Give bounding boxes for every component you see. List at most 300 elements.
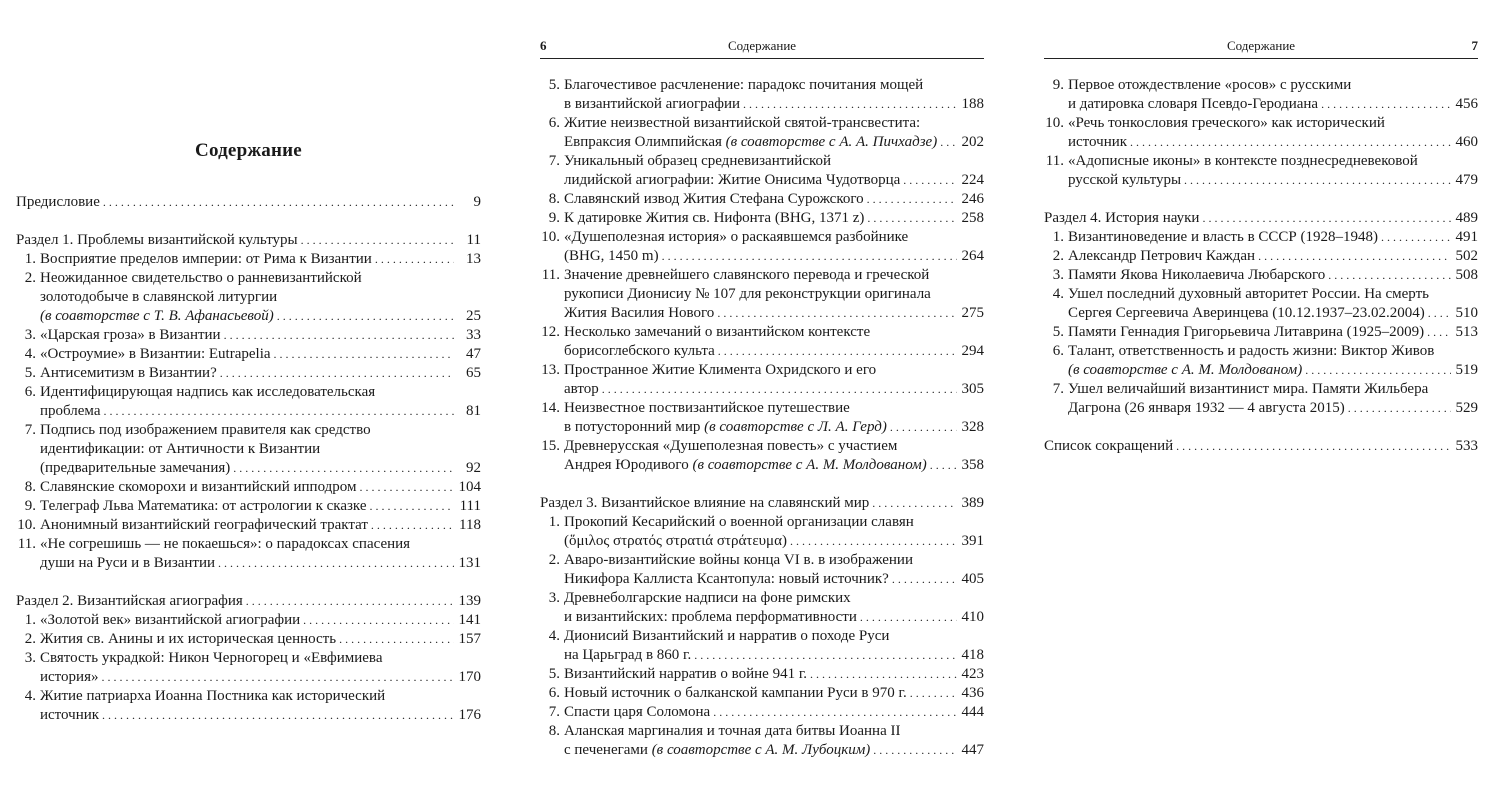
entry-title-prefix: с печенегами xyxy=(564,742,652,758)
entry-title-last-line xyxy=(40,668,98,687)
entry-title-last-line xyxy=(1068,95,1318,114)
entry-title-text: и византийских: проблема перформативности xyxy=(564,609,857,625)
toc-item-entry[interactable] xyxy=(1044,247,1478,266)
toc-section-entry[interactable] xyxy=(16,592,481,611)
entry-title-text: борисоглебского культа xyxy=(564,343,715,359)
item-number: 4. xyxy=(24,688,36,704)
entry-title-prefix: Евпраксия Олимпийская xyxy=(564,134,726,150)
entry-title-last-line xyxy=(1068,228,1378,247)
leader-dots xyxy=(303,611,454,630)
leader-dots xyxy=(339,630,454,649)
leader-dots xyxy=(359,478,454,497)
entry-title-last-line xyxy=(564,418,887,437)
running-header xyxy=(540,38,984,59)
page-ref: 81 xyxy=(466,403,481,419)
leader-dots xyxy=(220,364,454,383)
toc-item-entry[interactable] xyxy=(1044,285,1478,323)
entry-title-last-line xyxy=(1044,437,1173,456)
leader-dots xyxy=(910,684,957,703)
leader-dots xyxy=(890,418,957,437)
entry-title-last-line xyxy=(40,307,274,326)
leader-dots xyxy=(1305,361,1451,380)
entry-title-text: в византийской агиографии xyxy=(564,96,741,112)
toc-item-entry[interactable] xyxy=(16,383,481,421)
item-number: 3. xyxy=(24,650,36,666)
page-ref: 139 xyxy=(458,593,481,609)
leader-dots xyxy=(301,231,454,250)
item-number: 6. xyxy=(548,115,560,131)
entry-title-line: Ушел величайший византинист мира. Памяти Жильбера xyxy=(1068,381,1429,397)
entry-title-line: Дионисий Византийский и нарратив о походе Руси xyxy=(564,628,890,644)
entry-title-text: источник xyxy=(40,707,100,723)
entry-title-line: Уникальный образец средневизантийской xyxy=(564,153,832,169)
toc-item-entry[interactable] xyxy=(16,630,481,649)
page-ref: 444 xyxy=(961,704,984,720)
entry-title-last-line xyxy=(540,494,869,513)
coauthor-note: (в соавторстве с Т. В. Афанасьевой) xyxy=(40,308,274,324)
item-number: 9. xyxy=(1052,77,1064,93)
item-number: 1. xyxy=(548,514,560,530)
leader-dots xyxy=(370,497,455,516)
entry-title-text: Памяти Якова Николаевича Любарского xyxy=(1068,267,1326,283)
entry-title-last-line xyxy=(564,342,715,361)
page-ref: 65 xyxy=(466,365,481,381)
leader-dots xyxy=(1321,95,1451,114)
entry-title-line: Святость украдкой: Никон Черногорец и «Евфимиева xyxy=(40,650,383,666)
page-ref: 519 xyxy=(1455,362,1478,378)
leader-dots xyxy=(277,307,454,326)
entry-title-line: Аваро-византийские войны конца VI в. в изображении xyxy=(564,552,913,568)
page-ref: 131 xyxy=(458,555,481,571)
toc-item-entry[interactable] xyxy=(540,589,984,627)
toc-item-entry[interactable] xyxy=(16,478,481,497)
item-number: 4. xyxy=(1052,286,1064,302)
entry-title-line: Древнеболгарские надписи на фоне римских xyxy=(564,590,851,606)
leader-dots xyxy=(1428,304,1451,323)
entry-title-line: Житие неизвестной византийской святой-трансвестита: xyxy=(564,115,921,131)
toc-item-entry[interactable] xyxy=(540,361,984,399)
page-ref: 111 xyxy=(459,498,481,514)
toc-item-entry[interactable] xyxy=(16,649,481,687)
entry-title-text: Новый источник о балканской кампании Руси в 970 г. xyxy=(564,685,907,701)
toc-item-entry[interactable] xyxy=(16,497,481,516)
leader-dots xyxy=(1202,209,1451,228)
page-ref: 141 xyxy=(458,612,481,628)
leader-dots xyxy=(233,459,454,478)
item-number: 11. xyxy=(17,536,36,552)
leader-dots xyxy=(743,95,957,114)
page-ref: 410 xyxy=(961,609,984,625)
leader-dots xyxy=(1184,171,1451,190)
coauthor-note: (в соавторстве с А. М. Молдованом) xyxy=(692,457,927,473)
item-number: 10. xyxy=(1045,115,1064,131)
entry-title-text: Раздел 4. История науки xyxy=(1044,210,1200,226)
item-number: 6. xyxy=(548,685,560,701)
entry-title-last-line xyxy=(1068,266,1325,285)
toc-section-entry[interactable] xyxy=(1044,209,1478,228)
page-ref: 258 xyxy=(961,210,984,226)
entry-title-text: на Царьград в 860 г. xyxy=(564,647,692,663)
page-ref: 188 xyxy=(961,96,984,112)
entry-title-text: Византийский нарратив о войне 941 г. xyxy=(564,666,808,682)
entry-title-last-line xyxy=(564,646,691,665)
toc-item-entry[interactable] xyxy=(540,228,984,266)
page-ref: 224 xyxy=(961,172,984,188)
entry-title-line: Благочестивое расчленение: парадокс почитания мощей xyxy=(564,77,924,93)
entry-title-last-line xyxy=(40,478,356,497)
leader-dots xyxy=(713,703,957,722)
page-ref: 202 xyxy=(961,134,984,150)
entry-title-last-line xyxy=(40,345,271,364)
entry-title-text: (ὅμιλος στρατός στρατιά στράτευμα) xyxy=(564,533,787,549)
page-ref: 456 xyxy=(1455,96,1478,112)
toc-item-entry[interactable] xyxy=(540,190,984,209)
entry-title-text: «Золотой век» византийской агиографии xyxy=(40,612,301,628)
entry-title-text: Список сокращений xyxy=(1044,438,1174,454)
leader-dots xyxy=(602,380,957,399)
entry-title-last-line xyxy=(16,231,298,250)
entry-title-line: золотодобыче в славянской литургии xyxy=(40,289,278,305)
entry-title-last-line xyxy=(564,532,787,551)
entry-title-line: Подпись под изображением правителя как средство xyxy=(40,422,371,438)
entry-title-line: «Речь тонкословия греческого» как исторический xyxy=(1068,115,1385,131)
entry-title-last-line xyxy=(40,706,99,725)
entry-title-last-line xyxy=(1068,304,1425,323)
section-gap xyxy=(540,475,984,494)
toc-item-entry[interactable] xyxy=(1044,228,1478,247)
entry-title-line: Неизвестное поствизантийское путешествие xyxy=(564,400,850,416)
entry-title-line: Прокопий Кесарийский о военной организации славян xyxy=(564,514,914,530)
entry-title-last-line xyxy=(564,209,864,228)
leader-dots xyxy=(694,646,957,665)
toc-item-entry[interactable] xyxy=(16,516,481,535)
coauthor-note: (в соавторстве с Л. А. Герд) xyxy=(704,419,887,435)
item-number: 1. xyxy=(24,251,36,267)
item-number: 11. xyxy=(1045,153,1064,169)
item-number: 5. xyxy=(24,365,36,381)
page-ref: 11 xyxy=(466,232,481,248)
toc-item-entry[interactable] xyxy=(540,684,984,703)
toc-item-entry[interactable] xyxy=(540,665,984,684)
item-number: 4. xyxy=(548,628,560,644)
leader-dots xyxy=(1130,133,1451,152)
entry-title-line: Значение древнейшего славянского перевода и греческой xyxy=(564,267,930,283)
entry-title-text: лидийской агиографии: Житие Онисима Чудотворца xyxy=(564,172,901,188)
entry-title-last-line xyxy=(564,570,889,589)
toc-item-entry[interactable] xyxy=(540,551,984,589)
entry-title-last-line xyxy=(564,247,659,266)
toc-item-entry[interactable] xyxy=(16,687,481,725)
toc-item-entry[interactable] xyxy=(1044,380,1478,418)
leader-dots xyxy=(718,342,957,361)
entry-title-line: Ушел последний духовный авторитет России. На смерть xyxy=(1068,286,1429,302)
page-ref: 479 xyxy=(1455,172,1478,188)
entry-title-line: идентификации: от Античности к Византии xyxy=(40,441,321,457)
entry-title-text: Спасти царя Соломона xyxy=(564,704,711,720)
item-number: 5. xyxy=(548,77,560,93)
page-number: 6 xyxy=(540,38,547,53)
running-header xyxy=(1044,38,1478,59)
item-number: 9. xyxy=(24,498,36,514)
entry-title-line: Пространное Житие Климента Охридского и его xyxy=(564,362,877,378)
item-number: 2. xyxy=(24,631,36,647)
entry-title-prefix: Андрея Юродивого xyxy=(564,457,693,473)
item-number: 1. xyxy=(24,612,36,628)
toc-item-entry[interactable] xyxy=(540,114,984,152)
section-gap xyxy=(16,212,481,231)
leader-dots xyxy=(790,532,957,551)
item-number: 1. xyxy=(1052,229,1064,245)
toc-item-entry[interactable] xyxy=(540,266,984,323)
leader-dots xyxy=(371,516,454,535)
coauthor-note: (в соавторстве с А. М. Лубоцким) xyxy=(651,742,871,758)
toc-item-entry[interactable] xyxy=(1044,114,1478,152)
entry-title-text: история» xyxy=(40,669,99,685)
entry-title-line: Идентифицирующая надпись как исследовательская xyxy=(40,384,376,400)
page-ref: 423 xyxy=(961,666,984,682)
entry-title-text: К датировке Жития св. Нифонта (BHG, 1371 z) xyxy=(564,210,865,226)
page-ref: 418 xyxy=(961,647,984,663)
entry-title-text: Никифора Каллиста Ксантопула: новый источник? xyxy=(564,571,889,587)
entry-title-last-line xyxy=(40,459,230,478)
item-number: 8. xyxy=(548,723,560,739)
page-ref: 460 xyxy=(1455,134,1478,150)
page-ref: 176 xyxy=(458,707,481,723)
page-ref: 294 xyxy=(961,343,984,359)
page-ref: 328 xyxy=(961,419,984,435)
entry-title-last-line xyxy=(1068,361,1302,380)
toc-section-entry[interactable] xyxy=(16,193,481,212)
item-number: 6. xyxy=(24,384,36,400)
entry-title-text: Жития св. Анины и их историческая ценность xyxy=(40,631,337,647)
leader-dots xyxy=(375,250,454,269)
item-number: 2. xyxy=(548,552,560,568)
entry-title-text: Восприятие пределов империи: от Рима к Византии xyxy=(40,251,372,267)
section-gap xyxy=(1044,418,1478,437)
item-number: 10. xyxy=(17,517,36,533)
item-number: 8. xyxy=(24,479,36,495)
section-gap xyxy=(1044,190,1478,209)
page-ref: 491 xyxy=(1455,229,1478,245)
entry-title-text: русской культуры xyxy=(1068,172,1182,188)
page-ref: 510 xyxy=(1455,305,1478,321)
toc-item-entry[interactable] xyxy=(540,627,984,665)
leader-dots xyxy=(867,190,957,209)
entry-title-text: Жития Василия Нового xyxy=(564,305,715,321)
toc-entries-right xyxy=(1044,76,1478,456)
entry-title-text: (BHG, 1450 m) xyxy=(564,248,659,264)
entry-title-last-line xyxy=(40,497,367,516)
entry-title-text: и датировка словаря Псевдо-Геродиана xyxy=(1068,96,1319,112)
page-ref: 9 xyxy=(473,194,481,210)
entry-title-line: «Не согрешишь — не покаешься»: о парадоксах спасения xyxy=(40,536,411,552)
toc-section-entry[interactable] xyxy=(540,494,984,513)
entry-title-text: автор xyxy=(564,381,599,397)
leader-dots xyxy=(1348,399,1451,418)
entry-title-last-line xyxy=(1068,247,1255,266)
entry-title-last-line xyxy=(40,402,100,421)
leader-dots xyxy=(224,326,454,345)
leader-dots xyxy=(662,247,957,266)
entry-title-text: источник xyxy=(1068,134,1128,150)
leader-dots xyxy=(867,209,957,228)
item-number: 3. xyxy=(548,590,560,606)
entry-title-line: «Адописные иконы» в контексте позднесредневековой xyxy=(1068,153,1418,169)
entry-title-last-line xyxy=(564,684,907,703)
section-gap xyxy=(16,573,481,592)
leader-dots xyxy=(1176,437,1451,456)
entry-title-text: Византиноведение и власть в СССР (1928–1948) xyxy=(1068,229,1378,245)
entry-title-text: Раздел 1. Проблемы византийской культуры xyxy=(16,232,298,248)
item-number: 8. xyxy=(548,191,560,207)
entry-title-last-line xyxy=(1044,209,1199,228)
page-number: 7 xyxy=(1471,38,1478,53)
entry-title-last-line xyxy=(40,516,368,535)
entry-title-last-line xyxy=(16,193,100,212)
entry-title-text: Анонимный византийский географический трактат xyxy=(40,517,368,533)
page-ref: 405 xyxy=(961,571,984,587)
entry-title-last-line xyxy=(1068,171,1181,190)
page-ref: 264 xyxy=(961,248,984,264)
entry-title-line: «Душеполезная история» о раскаявшемся разбойнике xyxy=(564,229,909,245)
page-ref: 47 xyxy=(466,346,481,362)
item-number: 2. xyxy=(1052,248,1064,264)
leader-dots xyxy=(903,171,957,190)
entry-title-last-line xyxy=(564,190,864,209)
page-ref: 513 xyxy=(1455,324,1478,340)
toc-item-entry[interactable] xyxy=(1044,152,1478,190)
item-number: 11. xyxy=(541,267,560,283)
entry-title-last-line xyxy=(1068,399,1345,418)
page-ref: 13 xyxy=(466,251,481,267)
entry-title-text: Александр Петрович Каждан xyxy=(1068,248,1256,264)
item-number: 12. xyxy=(541,324,560,340)
entry-title-last-line xyxy=(564,608,857,627)
entry-title-last-line xyxy=(40,554,215,573)
entry-title-last-line xyxy=(40,250,372,269)
toc-item-entry[interactable] xyxy=(1044,342,1478,380)
toc-item-entry[interactable] xyxy=(540,209,984,228)
toc-item-entry[interactable] xyxy=(540,323,984,361)
toc-item-entry[interactable] xyxy=(540,513,984,551)
leader-dots xyxy=(860,608,957,627)
page-ref: 489 xyxy=(1455,210,1478,226)
item-number: 7. xyxy=(548,153,560,169)
toc-item-entry[interactable] xyxy=(540,722,984,760)
page-ref: 118 xyxy=(459,517,481,533)
leader-dots xyxy=(1258,247,1451,266)
entry-title-text: Предисловие xyxy=(16,194,100,210)
page-ref: 389 xyxy=(961,495,984,511)
toc-section-entry[interactable] xyxy=(16,231,481,250)
entry-title-last-line xyxy=(40,630,336,649)
item-number: 14. xyxy=(541,400,560,416)
entry-title-line: Древнерусская «Душеполезная повесть» с участием xyxy=(564,438,898,454)
page-ref: 436 xyxy=(961,685,984,701)
leader-dots xyxy=(930,456,957,475)
entry-title-last-line xyxy=(564,380,599,399)
leader-dots xyxy=(940,133,957,152)
leader-dots xyxy=(101,668,454,687)
entry-title-line: Несколько замечаний о византийском контексте xyxy=(564,324,871,340)
toc-item-entry[interactable] xyxy=(540,399,984,437)
leader-dots xyxy=(274,345,454,364)
toc-item-entry[interactable] xyxy=(16,421,481,478)
item-number: 13. xyxy=(541,362,560,378)
toc-item-entry[interactable] xyxy=(1044,266,1478,285)
toc-item-entry[interactable] xyxy=(16,326,481,345)
entry-title-line: Первое отождествление «росов» с русскими xyxy=(1068,77,1352,93)
toc-entries-middle xyxy=(540,76,984,760)
toc-item-entry[interactable] xyxy=(540,76,984,114)
toc-item-entry[interactable] xyxy=(16,364,481,383)
entry-title-text: Антисемитизм в Византии? xyxy=(40,365,217,381)
item-number: 5. xyxy=(1052,324,1064,340)
entry-title-last-line xyxy=(564,703,710,722)
toc-item-entry[interactable] xyxy=(1044,76,1478,114)
leader-dots xyxy=(1427,323,1451,342)
leader-dots xyxy=(872,494,957,513)
page-ref: 25 xyxy=(466,308,481,324)
item-number: 10. xyxy=(541,229,560,245)
item-number: 3. xyxy=(24,327,36,343)
toc-section-entry[interactable] xyxy=(1044,437,1478,456)
running-head-title: Содержание xyxy=(1226,38,1296,53)
entry-title-prefix: в потусторонний мир xyxy=(564,419,705,435)
toc-item-entry[interactable] xyxy=(540,152,984,190)
entry-title-last-line xyxy=(564,133,937,152)
entry-title-text: Славянский извод Жития Стефана Сурожского xyxy=(564,191,864,207)
entry-title-text: Сергея Сергеевича Аверинцева (10.12.1937–23.02.2004) xyxy=(1068,305,1425,321)
page-ref: 170 xyxy=(458,669,481,685)
toc-item-entry[interactable] xyxy=(540,703,984,722)
entry-title-text: (предварительные замечания) xyxy=(40,460,231,476)
toc-item-entry[interactable] xyxy=(16,535,481,573)
entry-title-last-line xyxy=(564,171,900,190)
toc-item-entry[interactable] xyxy=(1044,323,1478,342)
page-ref: 275 xyxy=(961,305,984,321)
item-number: 5. xyxy=(548,666,560,682)
toc-item-entry[interactable] xyxy=(16,269,481,326)
entry-title-last-line xyxy=(564,456,927,475)
entry-title-last-line xyxy=(1068,133,1127,152)
toc-item-entry[interactable] xyxy=(16,345,481,364)
toc-item-entry[interactable] xyxy=(16,611,481,630)
entry-title-text: Телеграф Льва Математика: от астрологии к сказке xyxy=(40,498,367,514)
page-ref: 502 xyxy=(1455,248,1478,264)
toc-item-entry[interactable] xyxy=(540,437,984,475)
entry-title-text: Раздел 2. Византийская агиография xyxy=(16,593,243,609)
toc-item-entry[interactable] xyxy=(16,250,481,269)
page-ref: 358 xyxy=(961,457,984,473)
page-ref: 529 xyxy=(1455,400,1478,416)
entry-title-line: рукописи Дионисиу № 107 для реконструкции оригинала xyxy=(564,286,931,302)
page-ref: 533 xyxy=(1455,438,1478,454)
leader-dots xyxy=(102,706,454,725)
leader-dots xyxy=(873,741,957,760)
item-number: 3. xyxy=(1052,267,1064,283)
page-ref: 391 xyxy=(961,533,984,549)
running-head-title: Содержание xyxy=(727,38,797,53)
entry-title-last-line xyxy=(40,611,300,630)
leader-dots xyxy=(218,554,454,573)
entry-title-text: проблема xyxy=(40,403,101,419)
entry-title-text: Славянские скоморохи и византийский ипподром xyxy=(40,479,357,495)
entry-title-last-line xyxy=(40,364,217,383)
leader-dots xyxy=(810,665,957,684)
page-ref: 447 xyxy=(961,742,984,758)
item-number: 4. xyxy=(24,346,36,362)
